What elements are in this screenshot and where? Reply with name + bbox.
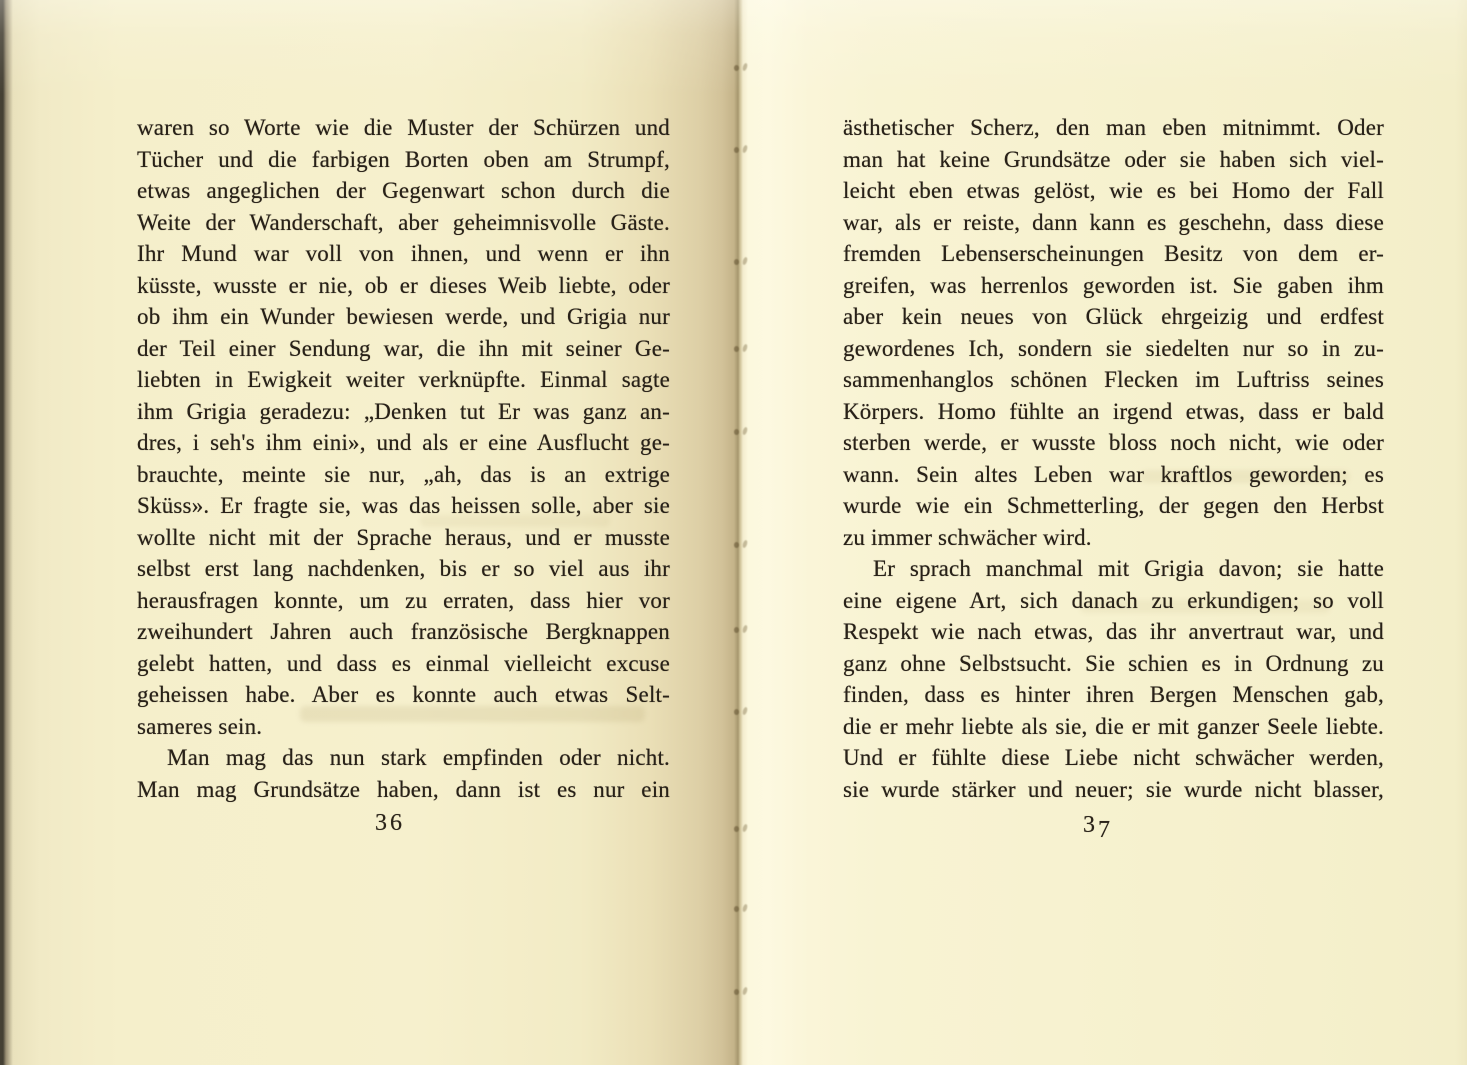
page-right <box>738 0 1467 1065</box>
text-line: brauchte, meinte sie nur, „ah, das is an extrige <box>137 461 670 487</box>
text-line: waren so Worte wie die Muster der Schürzen und <box>137 115 670 140</box>
text-line: Man mag Grundsätze haben, dann ist es nur ein <box>137 776 670 802</box>
page-number-left: 36 <box>375 810 405 836</box>
text-line: fremden Lebenserscheinungen Besitz von dem er- <box>843 241 1384 266</box>
text-line: liebten in Ewigkeit weiter verknüpfte. Einmal sagte <box>137 367 670 392</box>
text-line: finden, dass es hinter ihren Bergen Menschen gab, <box>843 682 1384 707</box>
text-line: Ihr Mund war voll von ihnen, und wenn er ihn <box>137 241 670 266</box>
text-line: Man mag das nun stark empfinden oder nicht. <box>167 745 670 770</box>
text-line: ästhetischer Scherz, den man eben mitnimmt. Oder <box>843 115 1384 140</box>
text-line: eine eigene Art, sich danach zu erkundigen; so voll <box>843 587 1384 613</box>
text-line: etwas angeglichen der Gegenwart schon durch die <box>137 178 670 203</box>
text-line: sterben werde, er wusste bloss noch nicht, wie oder <box>843 430 1384 455</box>
text-line: zweihundert Jahren auch französische Bergknappen <box>137 619 670 644</box>
text-line: gewordenes Ich, sondern sie siedelten nur so in zu- <box>843 335 1384 361</box>
text-line: ganz ohne Selbstsucht. Sie schien es in Ordnung zu <box>843 650 1384 676</box>
text-line: Und er fühlte diese Liebe nicht schwächer werden, <box>843 745 1384 770</box>
text-line: herausfragen konnte, um zu erraten, dass hier vor <box>137 587 670 613</box>
text-line: wurde wie ein Schmetterling, der gegen den Herbst <box>843 493 1384 518</box>
text-line: Tücher und die farbigen Borten oben am Strumpf, <box>137 146 670 172</box>
text-line: sammenhanglos schönen Flecken im Luftriss seines <box>843 367 1384 392</box>
text-line: Er sprach manchmal mit Grigia davon; sie hatte <box>873 556 1384 581</box>
text-line: geheissen habe. Aber es konnte auch etwas Selt- <box>137 682 670 707</box>
page-number-right: 37 <box>1083 812 1113 843</box>
text-line: die er mehr liebte als sie, die er mit ganzer Seele liebte. <box>843 713 1384 739</box>
text-line: sameres sein. <box>137 713 263 739</box>
text-line: küsste, wusste er nie, ob er dieses Weib liebte, oder <box>137 272 670 298</box>
text-line: wollte nicht mit der Sprache heraus, und er musste <box>137 524 670 550</box>
text-line: dres, i seh's ihm eini», und als er eine Ausflucht ge- <box>137 430 670 455</box>
text-line: sie wurde stärker und neuer; sie wurde nicht blasser, <box>843 776 1384 802</box>
text-line: zu immer schwächer wird. <box>843 524 1092 550</box>
text-line: man hat keine Grundsätze oder sie haben sich viel- <box>843 146 1384 172</box>
text-line: Weite der Wanderschaft, aber geheimnisvolle Gäste. <box>137 209 670 235</box>
text-line: der Teil einer Sendung war, die ihn mit seiner Ge- <box>137 335 670 361</box>
left-text-block <box>137 112 670 805</box>
text-line: Körpers. Homo fühlte an irgend etwas, dass er bald <box>843 398 1384 424</box>
text-line: ob ihm ein Wunder bewiesen werde, und Grigia nur <box>137 304 670 329</box>
right-text-block <box>843 112 1384 805</box>
text-line: Sküss». Er fragte sie, was das heissen solle, aber sie <box>137 493 670 518</box>
text-line: wann. Sein altes Leben war kraftlos geworden; es <box>843 461 1384 487</box>
text-line: greifen, was herrenlos geworden ist. Sie gaben ihm <box>843 272 1384 298</box>
text-line: selbst erst lang nachdenken, bis er so viel aus ihr <box>137 556 670 581</box>
text-line: leicht eben etwas gelöst, wie es bei Homo der Fall <box>843 178 1384 203</box>
text-line: gelebt hatten, und dass es einmal vielleicht excuse <box>137 650 670 676</box>
text-line: war, als er reiste, dann kann es geschehn, dass diese <box>843 209 1384 235</box>
text-line: aber kein neues von Glück ehrgeizig und erdfest <box>843 304 1384 329</box>
text-line: ihm Grigia geradezu: „Denken tut Er was ganz an- <box>137 398 670 424</box>
text-line: Respekt wie nach etwas, das ihr anvertraut war, und <box>843 619 1384 644</box>
